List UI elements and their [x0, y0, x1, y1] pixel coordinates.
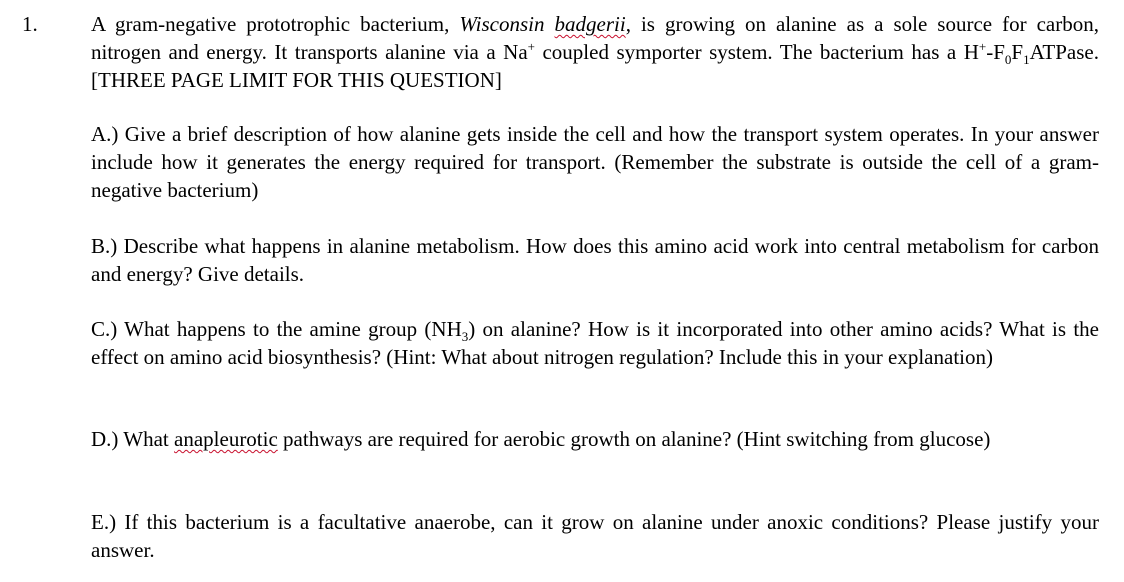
flagged-word-anapleurotic[interactable]: anapleurotic [174, 427, 278, 451]
part-a: A.) Give a brief description of how alanine gets inside the cell and how the transport system operates. In your answer include how it generates the energy required for transport. (Remember the substrate is outside the cell of a gram-negative bacterium) [91, 122, 1099, 202]
part-c: C.) What happens to the amine group $(NH_3)$ on alanine? How is it incorporated into other amino acids? What is the effect on amino acid biosynthesis? (Hint: What about nitrogen regulation? Include this in your explanation) [91, 317, 1100, 369]
organism-species-flagged[interactable]: badgerii [554, 12, 626, 36]
question-intro: A gram-negative prototrophic bacterium, Wisconsin badgerii, is growing on alanine as a sole source for carbon, nitrogen and energy. It transports alanine via a Na+ coupled symporter system. The bacterium has a $H^+-F_0F_1ATPase$. [THREE PAGE LIMIT FOR THIS QUESTION] [91, 12, 1099, 92]
part-b: B.) Describe what happens in alanine metabolism. How does this amino acid work into central metabolism for carbon and energy? Give details. [91, 234, 1099, 286]
organism-genus: Wisconsin [459, 12, 545, 36]
part-d: D.) What anapleurotic pathways are required for aerobic growth on alanine? (Hint switching from glucose) [91, 427, 991, 451]
part-e: E.) If this bacterium is a facultative anaerobe, can it grow on alanine under anoxic conditions? Please justify your answer. [91, 510, 1099, 562]
question-number: 1. [22, 12, 38, 36]
